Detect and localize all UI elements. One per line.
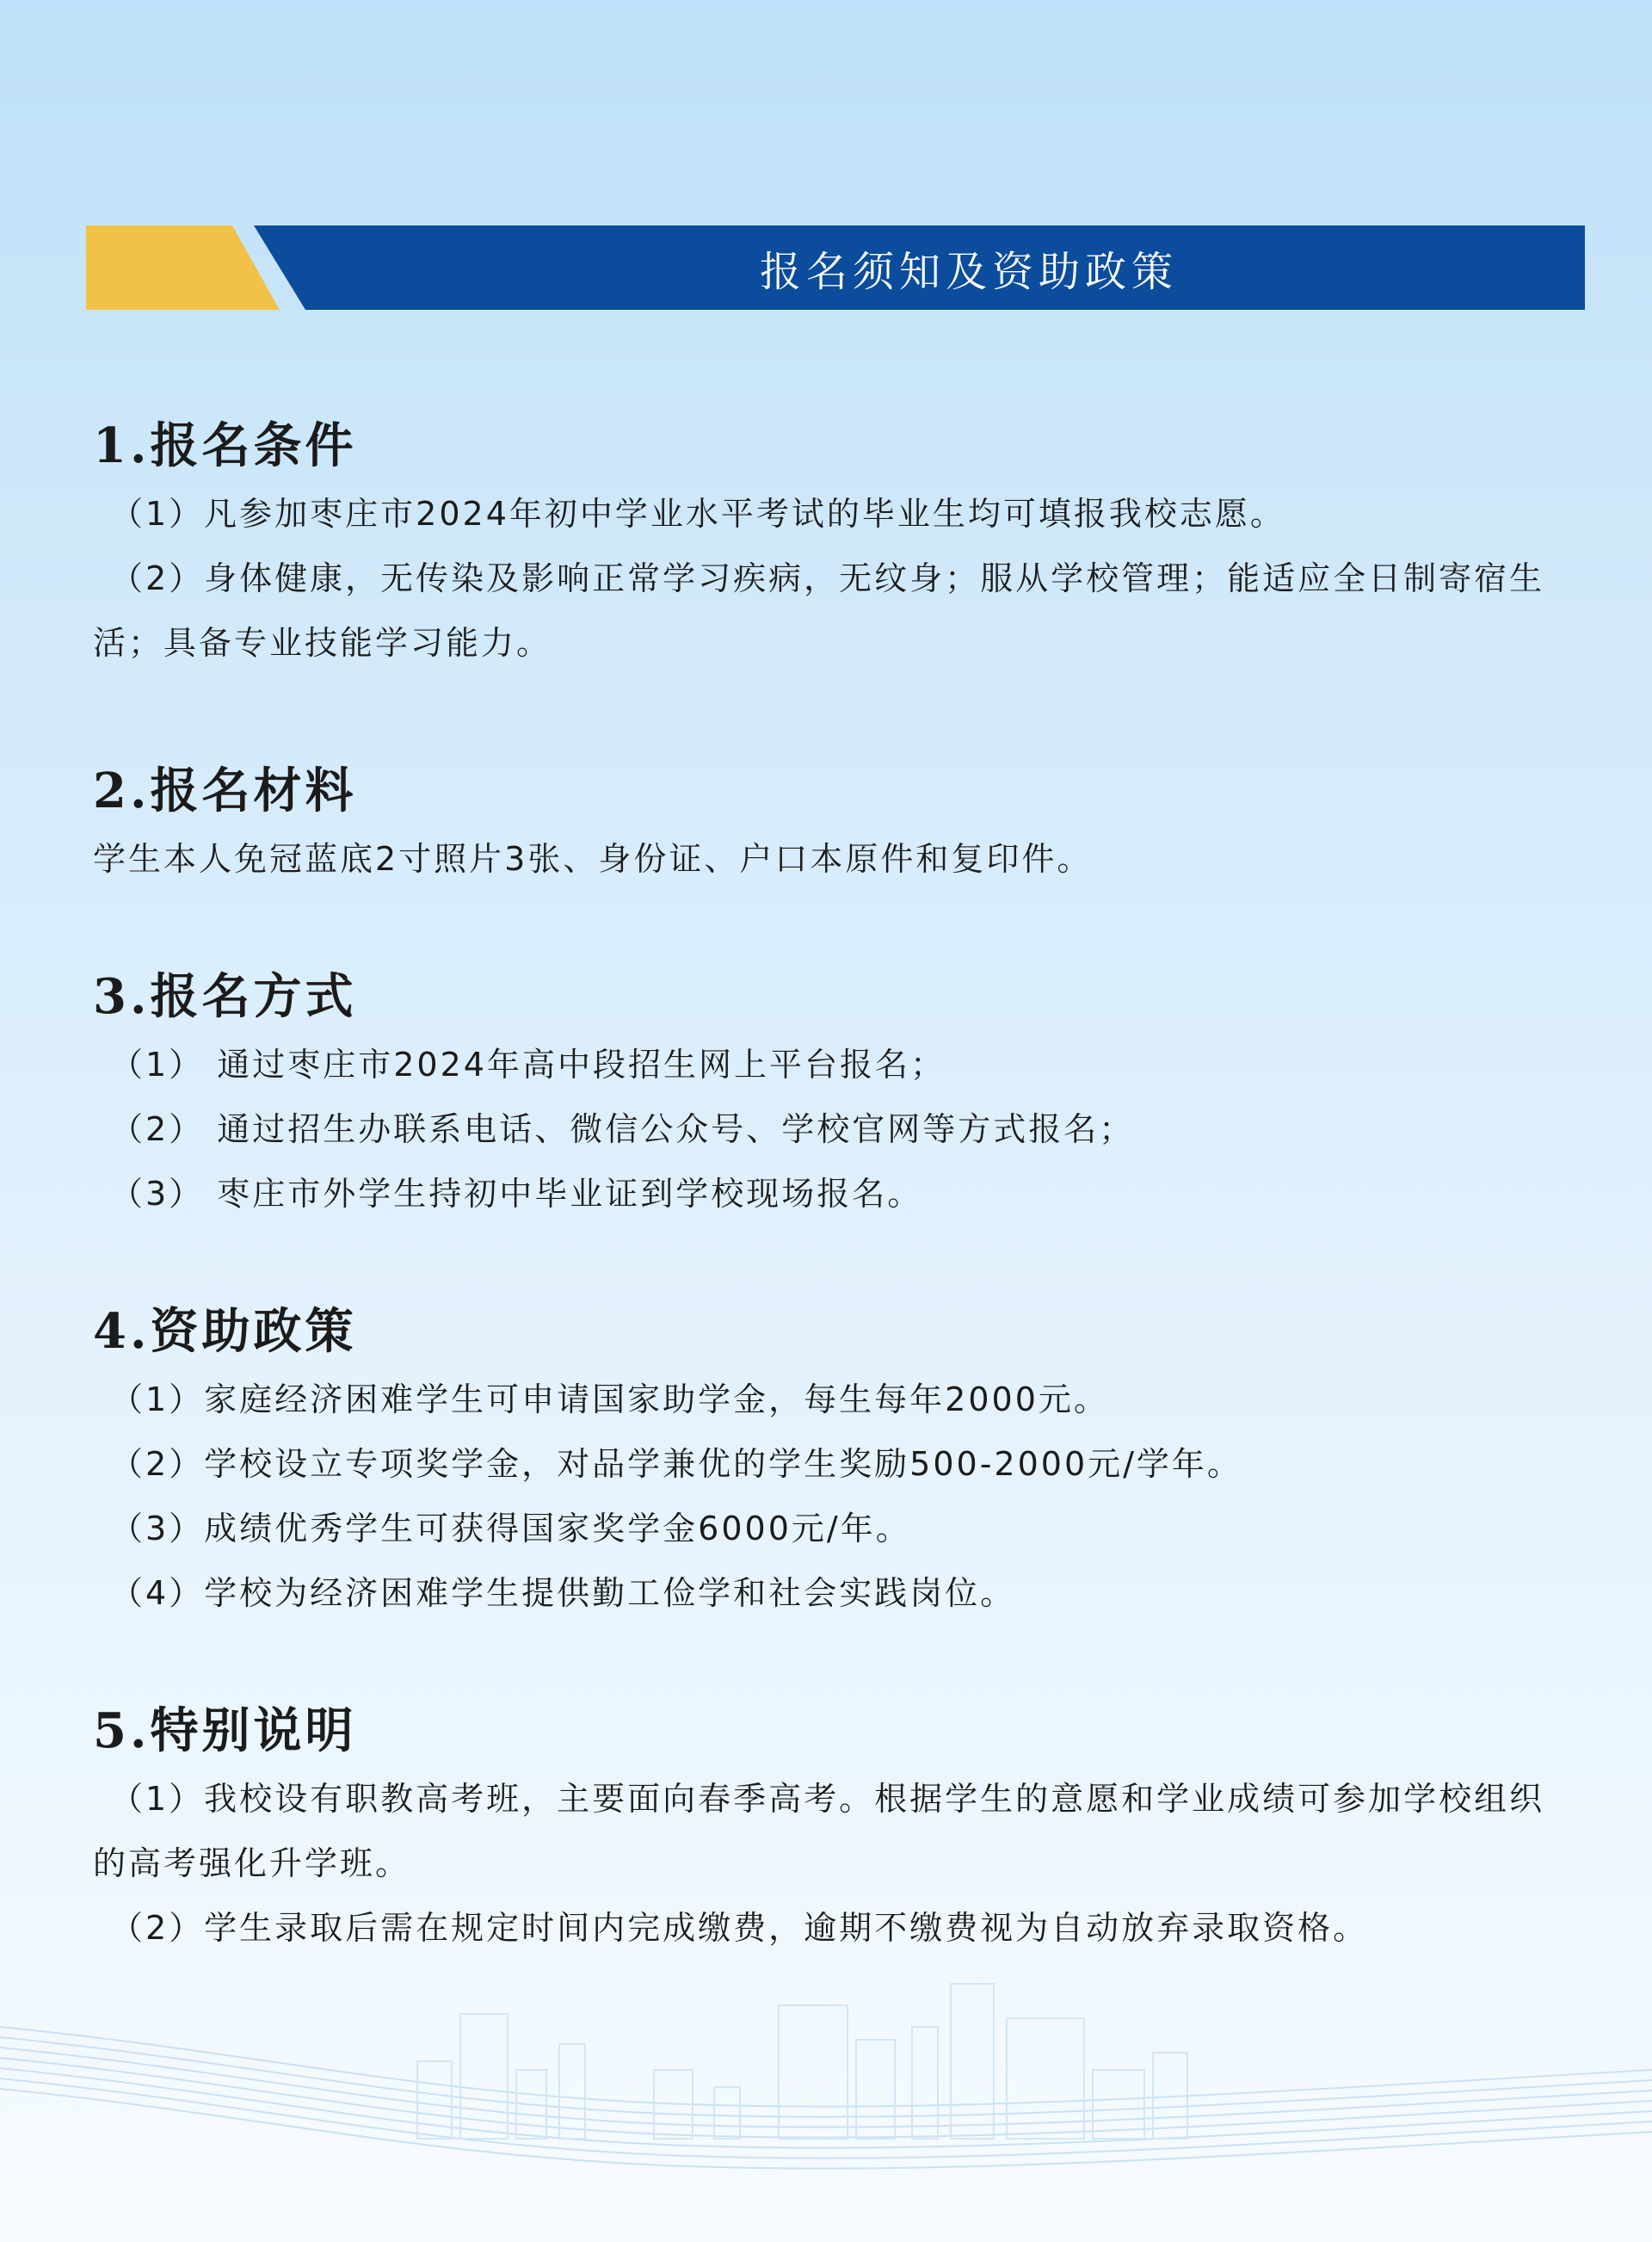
section-heading: 3.报名方式 xyxy=(93,968,357,1025)
list-item: （1）我校设有职教高考班，主要面向春季高考。根据学生的意愿和学业成绩可参加学校组织的高考强化升学班。 xyxy=(93,1780,1545,1882)
section-special-notes xyxy=(93,1698,1569,1961)
section-heading: 5.特别说明 xyxy=(93,1702,357,1759)
list-item: （2）身体健康，无传染及影响正常学习疾病，无纹身；服从学校管理；能适应全日制寄宿生活；具备专业技能学习能力。 xyxy=(93,559,1545,662)
banner-gold-block xyxy=(86,225,280,310)
section-heading: 2.报名材料 xyxy=(93,763,357,819)
section-heading: 4.资助政策 xyxy=(93,1303,357,1360)
list-item: 学生本人免冠蓝底2寸照片3张、身份证、户口本原件和复印件。 xyxy=(93,840,1093,878)
notice-content xyxy=(93,413,1569,2033)
list-item: （3） 枣庄市外学生持初中毕业证到学校现场报名。 xyxy=(110,1175,923,1213)
list-item: （1） 通过枣庄市2024年高中段招生网上平台报名； xyxy=(110,1046,946,1084)
section-registration-conditions xyxy=(93,413,1569,676)
list-item: （2）学生录取后需在规定时间内完成缴费，逾期不缴费视为自动放弃录取资格。 xyxy=(110,1909,1369,1947)
title-banner xyxy=(86,225,1585,310)
section-financial-aid xyxy=(93,1299,1569,1626)
list-item: （4）学校为经济困难学生提供勤工俭学和社会实践岗位。 xyxy=(110,1574,1016,1612)
section-heading: 1.报名条件 xyxy=(93,417,357,474)
city-skyline-decoration xyxy=(0,1967,1652,2242)
list-item: （3）成绩优秀学生可获得国家奖学金6000元/年。 xyxy=(110,1510,911,1547)
list-item: （2）学校设立专项奖学金，对品学兼优的学生奖励500-2000元/学年。 xyxy=(110,1445,1242,1483)
page-title: 报名须知及资助政策 xyxy=(759,247,1178,296)
section-registration-materials xyxy=(93,758,1569,892)
list-item: （2） 通过招生办联系电话、微信公众号、学校官网等方式报名； xyxy=(110,1110,1135,1148)
list-item: （1）凡参加枣庄市2024年初中学业水平考试的毕业生均可填报我校志愿。 xyxy=(110,495,1285,533)
section-registration-methods xyxy=(93,964,1569,1226)
list-item: （1）家庭经济困难学生可申请国家助学金，每生每年2000元。 xyxy=(110,1380,1109,1418)
